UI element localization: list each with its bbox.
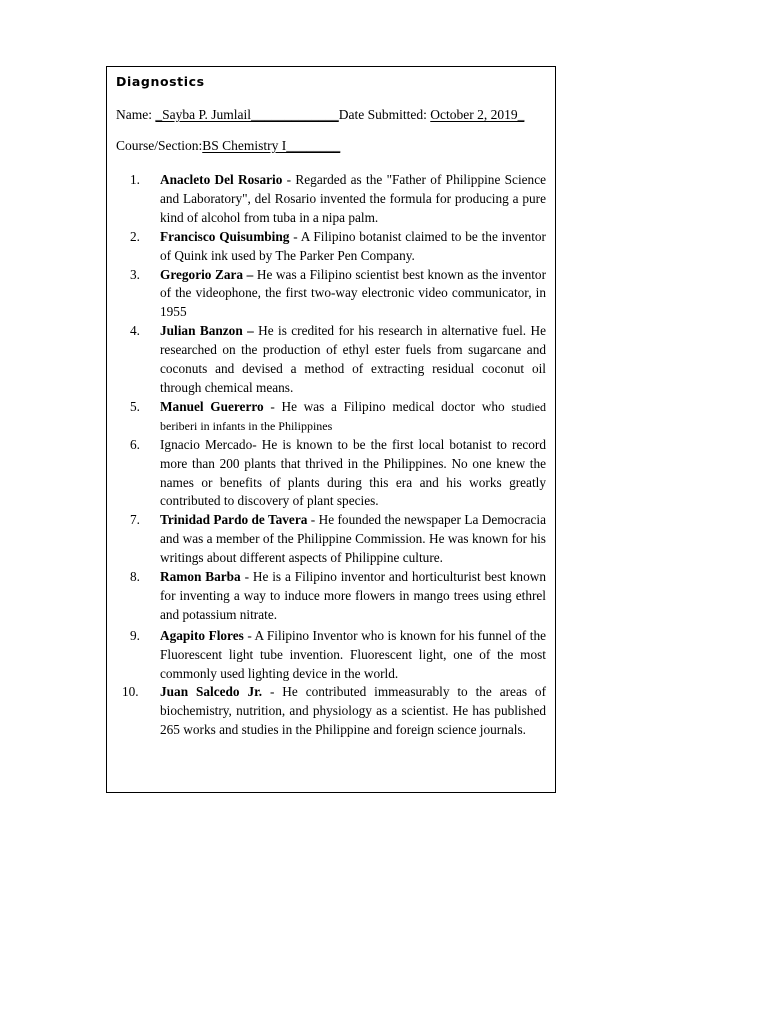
course-label: Course/Section: [116,138,203,153]
list-item [130,266,546,323]
list-item-number: 9. [130,627,140,643]
scientist-name: Gregorio Zara – [160,266,254,282]
list-item-number: 5. [130,398,140,414]
scientist-description: - He contributed immeasurably to the areas of biochemistry, nutrition, and physiology as a scientist. He has published 265 works and studies in the Philippine and foreign science journals. [160,684,546,738]
scientist-name: Ramon Barba [160,569,241,585]
scientist-description: - He was a Filipino medical doctor who [263,398,505,414]
scientist-description: He is credited for his research in alternative fuel. He researched on the production of ethyl ester fuels from sugarcane and coconuts and devised a method of extracting residual coconut oil through chemical means. [160,323,546,395]
scientist-description-continued: studied beriberi in infants in the Philippines [160,399,547,433]
name-date-line [116,107,524,123]
list-item [122,683,546,740]
scientist-description: He was a Filipino scientist best known as the inventor of the videophone, the first two-way electronic video communicator, in 1955 [160,266,546,320]
scientist-name: Juan Salcedo Jr. [160,684,263,700]
scientist-description: - He is a Filipino inventor and horticulturist best known for inventing a way to induce more flowers in mango trees using ethrel and potassium nitrate. [160,569,546,622]
scientist-description: - He founded the newspaper La Democracia and was a member of the Philippine Commission. He was known for his writings about different aspects of Philippine culture. [160,512,547,566]
document-box [106,66,556,793]
list-item-number: 6. [130,436,140,452]
list-item-number: 1. [130,172,140,187]
scientist-name: Agapito Flores [160,627,244,643]
date-value: October 2, 2019_ [430,107,525,122]
scientist-name: Julian Banzon – [160,323,254,339]
scientist-name: Francisco Quisumbing [160,228,290,244]
date-label: Date Submitted: [338,107,431,122]
scientist-list [107,171,555,740]
list-item-number: 4. [130,323,140,339]
course-value: BS Chemistry I________ [202,138,341,153]
scientist-name: Anacleto Del Rosario [160,172,283,187]
list-item-number: 3. [130,266,140,282]
scientist-description: Ignacio Mercado- He is known to be the first local botanist to record more than 200 plants that thrived in the Philippines. No one knew the names or benefits of plants during this era and his works greatly contributed to discovery of plant species. [160,436,546,509]
list-item [130,627,546,684]
document-heading: Diagnostics [116,74,205,89]
scientist-description: - A Filipino Inventor who is known for his funnel of the Fluorescent light tube invention. Fluorescent light, one of the most commonly used lighting device in the world. [160,627,546,681]
list-item [130,171,546,228]
list-item-number: 7. [130,512,140,528]
scientist-name: Manuel Guererro [160,398,264,414]
list-item-number: 10. [122,684,139,700]
name-value: _Sayba P. Jumlail_____________ [155,107,339,122]
list-item [130,398,547,436]
list-item [130,322,546,398]
course-line [116,138,340,154]
list-item-number: 8. [130,569,140,585]
list-item-number: 2. [130,228,140,244]
scientist-description: - Regarded as the "Father of Philippine Science and Laboratory", del Rosario invented the formula for producing a pure kind of alcohol from tuba in a nipa palm. [160,172,546,225]
list-item [130,228,546,266]
scientist-description: - A Filipino botanist claimed to be the inventor of Quink ink used by The Parker Pen Company. [160,228,546,263]
scientist-name: Trinidad Pardo de Tavera [160,512,308,528]
list-item [130,511,547,568]
list-item [130,436,546,512]
name-label: Name: [116,107,156,122]
list-item [130,568,546,625]
